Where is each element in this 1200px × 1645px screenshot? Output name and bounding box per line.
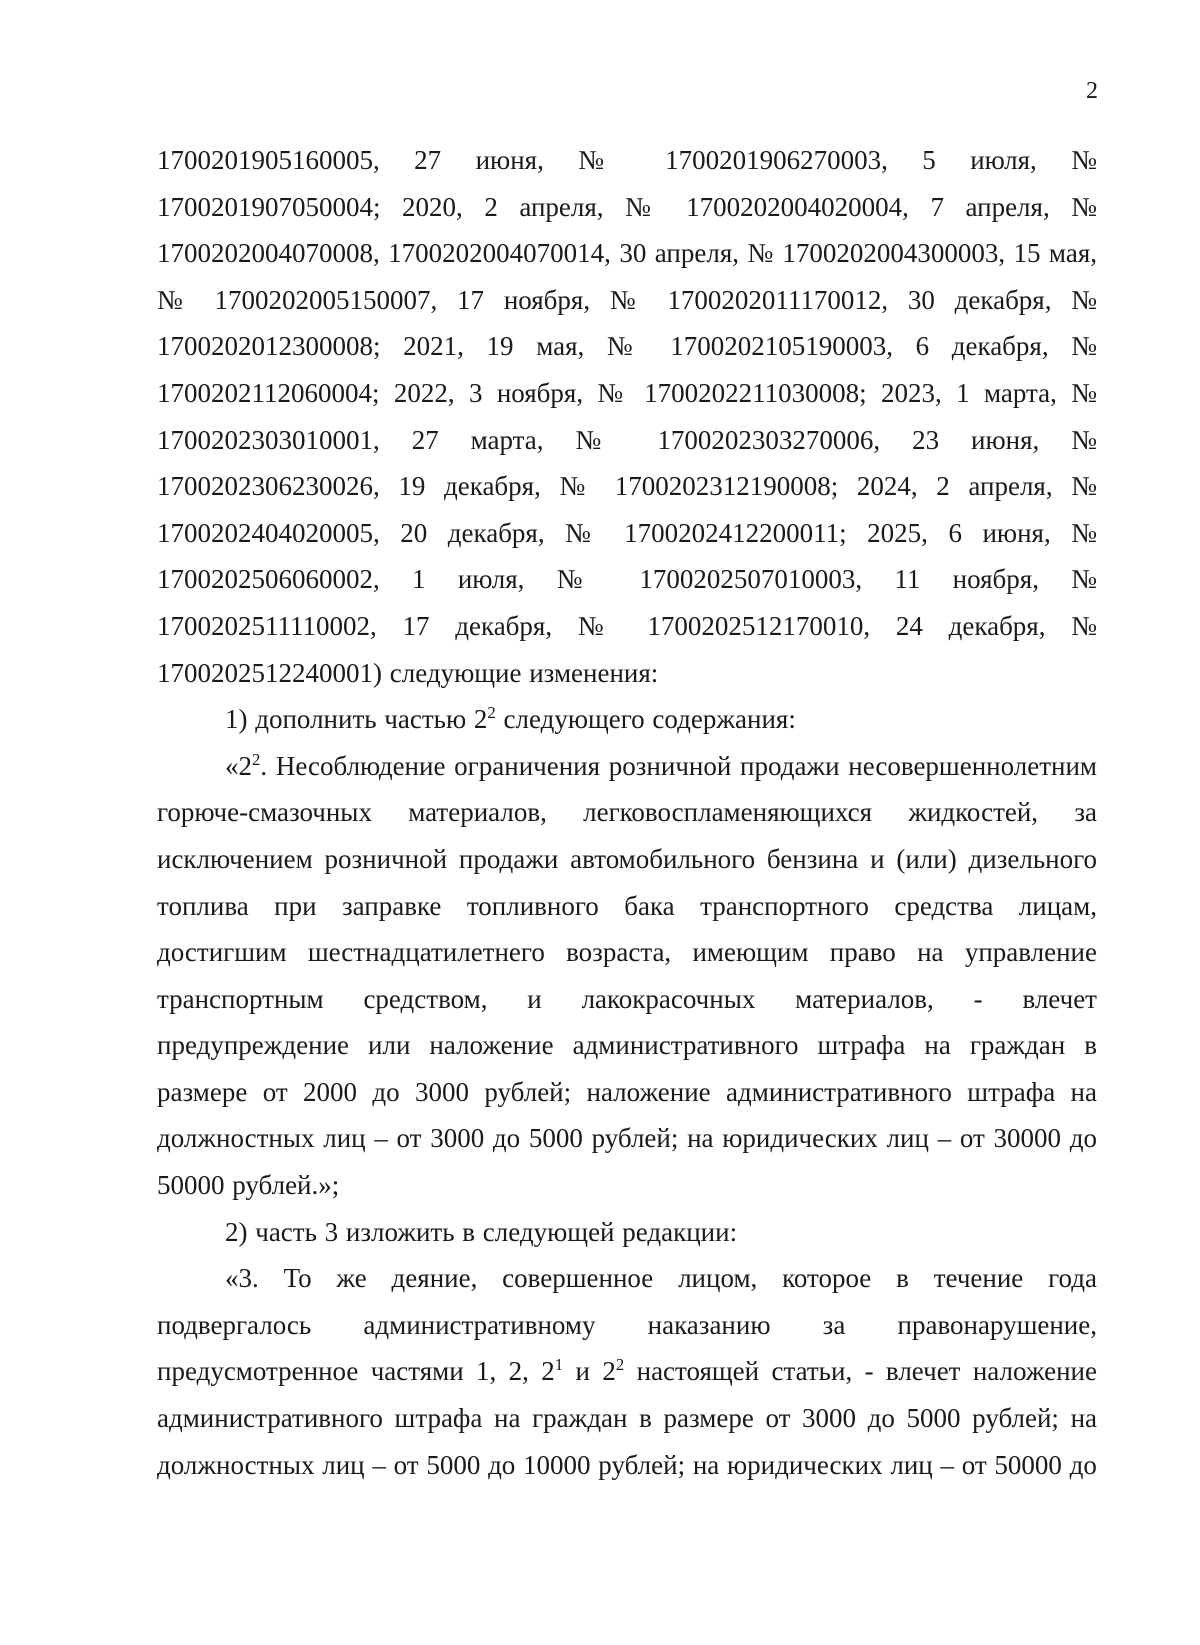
part-3-superscript-1: 1: [554, 1355, 564, 1375]
part-2-2-superscript: 2: [252, 749, 261, 769]
page-number: 2: [1086, 78, 1098, 104]
part-3-text-start: «3. То же деяние, совершенное лицом, которое в течение года подвергалось административному наказанию за правонарушение, предусмотренное частями 1, 2, 2: [157, 1263, 1097, 1387]
paragraph-amendment-list: 1700201905160005, 27 июня, № 1700201906270003, 5 июля, № 1700201907050004; 2020, 2 апреля, № 1700202004020004, 7 апреля, № 1700202004070008, 1700202004070014, 30 апреля, № 1700202004300003, 15 мая, № 1700202005150007, 17 ноября, № 1700202011170012, 30 декабря, № 1700202012300008; 2021, 19 мая, № 1700202105190003, 6 декабря, № 1700202112060004; 2022, 3 ноября, № 1700202211030008; 2023, 1 марта, № 1700202303010001, 27 марта, № 1700202303270006, 23 июня, № 1700202306230026, 19 декабря, № 1700202312190008; 2024, 2 апреля, № 1700202404020005, 20 декабря, № 1700202412200011; 2025, 6 июня, № 1700202506060002, 1 июля, № 1700202507010003, 11 ноября, № 1700202511110002, 17 декабря, № 1700202512170010, 24 декабря, № 1700202512240001) следующие изменения:: [157, 145, 1097, 688]
part-3-text-end: настоящей статьи, - влечет наложение административного штрафа на граждан в размере от 3000 до 5000 рублей; на должностных лиц – от 5000 до 10000 рублей; на юридических лиц – от 50000 до: [157, 1356, 1097, 1480]
item-1-superscript: 2: [487, 703, 496, 723]
part-2-2-text-body: . Несоблюдение ограничения розничной продажи несовершеннолетним горюче-смазочных материалов, легковоспламеняющихся жидкостей, за исключением розничной продажи автомобильного бензина и (или) дизельного топлива при заправке топливного бака транспортного средства лицам, достигшим шестнадцатилетнего возраста, имеющим право на управление транспортным средством, и лакокрасочных материалов, - влечет предупреждение или наложение административного штрафа на граждан в размере от 2000 до 3000 рублей; наложение административного штрафа на должностных лиц – от 3000 до 5000 рублей; на юридических лиц – от 30000 до 50000 рублей.»;: [157, 750, 1097, 1201]
paragraph-item-1: [157, 696, 1097, 743]
paragraph-part-3: [157, 1255, 1097, 1488]
paragraph-part-2-2: [157, 743, 1097, 1209]
part-3-text-middle: и 2: [563, 1356, 616, 1387]
document-body: [157, 137, 1097, 1488]
item-1-text-end: следующего содержания:: [495, 704, 796, 735]
paragraph-item-2: 2) часть 3 изложить в следующей редакции:: [225, 1216, 738, 1247]
part-2-2-text-start: «2: [225, 750, 252, 781]
item-1-text-start: 1) дополнить частью 2: [225, 704, 488, 735]
part-3-superscript-2: 2: [615, 1355, 625, 1375]
